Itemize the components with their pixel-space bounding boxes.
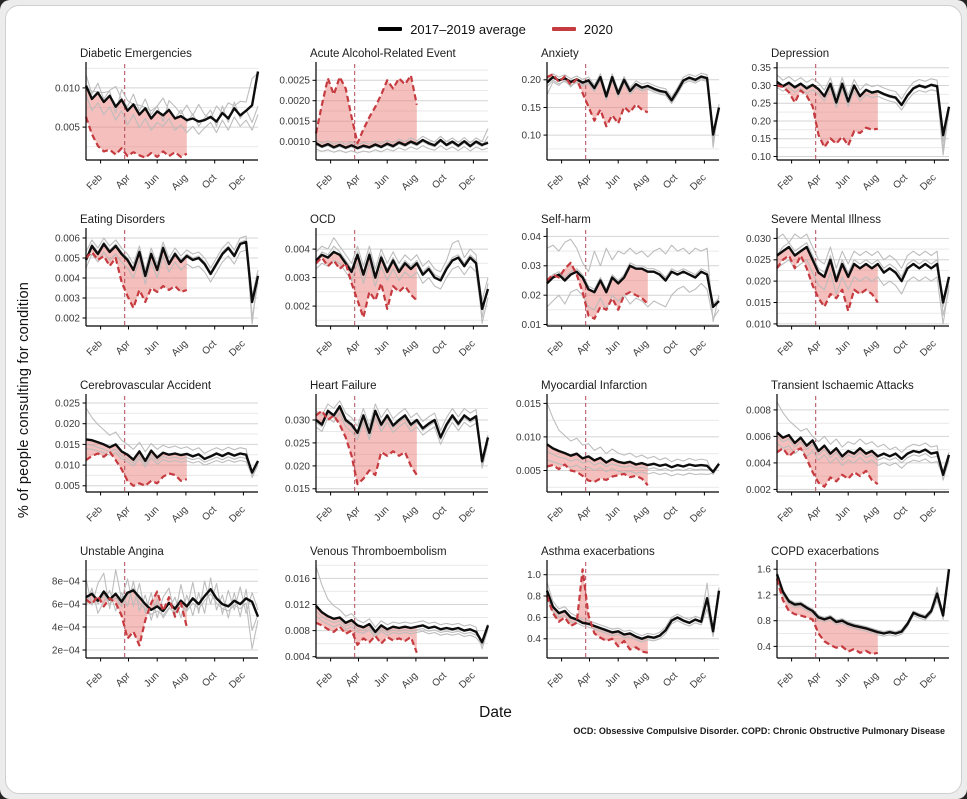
panel-title: Severe Mental Illness	[770, 214, 881, 226]
panel-title: Cerebrovascular Accident	[80, 380, 212, 392]
svg-text:0.15: 0.15	[521, 102, 541, 114]
svg-text:1.0: 1.0	[526, 570, 541, 582]
svg-text:Aug: Aug	[860, 504, 881, 525]
svg-text:Feb: Feb	[775, 670, 796, 691]
svg-text:Apr: Apr	[113, 172, 133, 192]
svg-text:Oct: Oct	[200, 670, 219, 690]
svg-text:0.03: 0.03	[521, 261, 541, 273]
svg-text:Oct: Oct	[890, 338, 910, 358]
svg-text:0.01: 0.01	[521, 319, 541, 331]
svg-text:Dec: Dec	[918, 338, 939, 359]
chart-panel-anxiety	[497, 46, 725, 204]
svg-text:Feb: Feb	[775, 172, 796, 193]
svg-text:Oct: Oct	[890, 670, 910, 690]
chart-svg	[497, 544, 725, 702]
chart-panel-cerebrovascular-accident	[36, 378, 264, 536]
svg-text:0.020: 0.020	[285, 461, 311, 473]
svg-text:0.025: 0.025	[54, 398, 80, 410]
svg-text:0.010: 0.010	[745, 319, 771, 331]
prior-year-line	[777, 572, 949, 631]
svg-text:Oct: Oct	[200, 172, 219, 192]
svg-text:Apr: Apr	[574, 504, 594, 524]
chart-svg	[36, 212, 264, 370]
svg-text:Apr: Apr	[574, 670, 594, 690]
svg-text:Jun: Jun	[833, 504, 853, 524]
svg-text:Feb: Feb	[545, 172, 566, 193]
svg-text:Jun: Jun	[142, 172, 162, 192]
svg-text:Apr: Apr	[344, 504, 363, 524]
chart-panel-myocardial-infarction	[497, 378, 725, 536]
legend	[36, 12, 955, 46]
svg-text:0.002: 0.002	[745, 484, 771, 496]
svg-text:Feb: Feb	[545, 670, 566, 691]
svg-text:Jun: Jun	[833, 338, 853, 358]
svg-text:Apr: Apr	[574, 338, 594, 358]
svg-text:0.35: 0.35	[751, 63, 771, 75]
panel-title: Anxiety	[540, 48, 579, 60]
panel-title: Eating Disorders	[80, 214, 166, 226]
svg-text:Aug: Aug	[630, 338, 651, 359]
svg-text:0.20: 0.20	[751, 116, 771, 128]
svg-text:Jun: Jun	[602, 670, 622, 690]
chart-panel-heart-failure	[266, 378, 494, 536]
svg-text:0.4: 0.4	[756, 641, 771, 653]
svg-text:Dec: Dec	[687, 670, 709, 691]
legend-item-average	[378, 22, 526, 37]
svg-text:0.005: 0.005	[54, 253, 80, 265]
chart-panel-copd-exacerbations	[727, 544, 955, 702]
svg-text:0.008: 0.008	[745, 405, 771, 417]
svg-text:Aug: Aug	[400, 338, 421, 359]
y-axis-label: % of people consulting for condition	[16, 282, 32, 519]
chart-svg	[727, 46, 955, 204]
legend-label-average: 2017–2019 average	[410, 21, 526, 37]
chart-panel-diabetic-emergencies	[36, 46, 264, 204]
svg-text:Feb: Feb	[775, 504, 796, 525]
prior-year-line	[777, 570, 949, 632]
svg-text:Feb: Feb	[84, 504, 105, 525]
y-axis-label-strip	[12, 12, 36, 789]
svg-text:8e−04: 8e−04	[51, 576, 80, 588]
svg-text:Aug: Aug	[630, 504, 651, 525]
svg-text:Dec: Dec	[687, 172, 709, 193]
svg-text:0.010: 0.010	[515, 432, 541, 444]
chart-panel-depression	[727, 46, 955, 204]
legend-label-2020: 2020	[583, 21, 613, 37]
svg-text:0.20: 0.20	[521, 75, 541, 87]
svg-text:0.030: 0.030	[745, 233, 771, 245]
chart-panel-self-harm	[497, 212, 725, 370]
svg-text:Aug: Aug	[860, 172, 881, 193]
svg-text:Oct: Oct	[200, 504, 219, 524]
svg-text:Jun: Jun	[372, 504, 392, 524]
svg-text:Oct: Oct	[430, 670, 450, 690]
panel-title: Self-harm	[540, 214, 591, 226]
panel-title: Venous Thromboembolism	[310, 546, 447, 558]
svg-text:Oct: Oct	[430, 504, 450, 524]
chart-panel-transient-ischaemic-attacks	[727, 378, 955, 536]
panel-title: Unstable Angina	[80, 546, 164, 558]
svg-text:Aug: Aug	[400, 172, 421, 193]
svg-text:0.010: 0.010	[54, 460, 80, 472]
svg-text:0.003: 0.003	[54, 293, 80, 305]
chart-svg	[727, 378, 955, 536]
svg-text:0.004: 0.004	[745, 458, 771, 470]
svg-text:0.8: 0.8	[526, 591, 541, 603]
svg-text:0.020: 0.020	[745, 276, 771, 288]
svg-text:0.002: 0.002	[54, 313, 80, 325]
svg-text:1.6: 1.6	[756, 564, 771, 576]
chart-svg	[266, 46, 494, 204]
svg-text:Apr: Apr	[344, 670, 363, 690]
svg-text:Jun: Jun	[142, 670, 162, 690]
chart-panel-ocd	[266, 212, 494, 370]
svg-text:Apr: Apr	[804, 670, 824, 690]
svg-text:4e−04: 4e−04	[51, 622, 80, 634]
figure-main	[12, 12, 955, 789]
svg-text:Jun: Jun	[602, 504, 622, 524]
svg-text:Apr: Apr	[804, 172, 824, 192]
svg-text:2e−04: 2e−04	[51, 645, 80, 657]
svg-text:Feb: Feb	[545, 338, 566, 359]
svg-text:0.0025: 0.0025	[279, 75, 311, 87]
svg-text:Jun: Jun	[142, 504, 162, 524]
svg-text:0.012: 0.012	[285, 599, 311, 611]
year2020-line-swatch-icon	[552, 27, 576, 31]
panel-title: Acute Alcohol-Related Event	[310, 48, 457, 60]
svg-text:0.015: 0.015	[515, 398, 541, 410]
svg-text:0.0015: 0.0015	[279, 116, 311, 128]
svg-text:0.006: 0.006	[745, 431, 771, 443]
svg-text:Oct: Oct	[200, 338, 219, 358]
svg-text:0.002: 0.002	[285, 301, 311, 313]
svg-text:Dec: Dec	[227, 338, 248, 359]
svg-text:0.6: 0.6	[526, 612, 541, 624]
svg-text:0.8: 0.8	[756, 616, 771, 628]
svg-text:Apr: Apr	[344, 338, 363, 358]
svg-text:Aug: Aug	[400, 504, 421, 525]
svg-text:Oct: Oct	[660, 504, 680, 524]
svg-text:0.006: 0.006	[54, 233, 80, 245]
svg-text:Dec: Dec	[457, 172, 478, 193]
chart-svg	[266, 378, 494, 536]
svg-text:0.004: 0.004	[285, 652, 311, 664]
prior-year-line	[547, 592, 719, 640]
svg-text:Dec: Dec	[918, 504, 939, 525]
svg-text:0.005: 0.005	[54, 481, 80, 493]
svg-text:Feb: Feb	[315, 504, 336, 525]
chart-svg	[36, 544, 264, 702]
reduction-ribbon	[316, 75, 417, 148]
svg-text:Jun: Jun	[142, 338, 162, 358]
svg-text:0.0020: 0.0020	[279, 96, 311, 108]
svg-text:0.4: 0.4	[526, 634, 541, 646]
svg-text:Apr: Apr	[804, 504, 824, 524]
svg-text:Feb: Feb	[545, 504, 566, 525]
panel-title: Transient Ischaemic Attacks	[770, 380, 914, 392]
svg-text:Oct: Oct	[660, 670, 680, 690]
svg-text:0.016: 0.016	[285, 573, 311, 585]
svg-text:0.025: 0.025	[745, 255, 771, 267]
svg-text:Dec: Dec	[457, 504, 478, 525]
chart-svg	[266, 212, 494, 370]
svg-text:Dec: Dec	[457, 338, 478, 359]
svg-text:Oct: Oct	[660, 172, 680, 192]
average-line	[777, 569, 949, 633]
svg-text:0.10: 0.10	[751, 151, 771, 163]
svg-text:0.15: 0.15	[751, 134, 771, 146]
svg-text:Dec: Dec	[918, 670, 939, 691]
svg-text:Jun: Jun	[602, 338, 622, 358]
svg-text:Oct: Oct	[660, 338, 680, 358]
svg-text:Feb: Feb	[315, 172, 336, 193]
svg-text:Jun: Jun	[833, 670, 853, 690]
svg-text:Apr: Apr	[344, 172, 363, 192]
chart-panel-venous-thromboembolism	[266, 544, 494, 702]
svg-text:Dec: Dec	[918, 172, 939, 193]
svg-text:0.005: 0.005	[54, 122, 80, 134]
charts-grid	[36, 46, 955, 702]
svg-text:Jun: Jun	[833, 172, 853, 192]
svg-text:0.030: 0.030	[285, 415, 311, 427]
prior-year-line	[547, 582, 719, 635]
panel-title: Diabetic Emergencies	[80, 48, 192, 60]
average-line-swatch-icon	[378, 27, 402, 31]
svg-text:0.004: 0.004	[285, 244, 311, 256]
chart-panel-severe-mental-illness	[727, 212, 955, 370]
svg-text:Apr: Apr	[804, 338, 824, 358]
svg-text:Dec: Dec	[227, 172, 248, 193]
svg-text:0.02: 0.02	[521, 290, 541, 302]
footnote: OCD: Obsessive Compulsive Disorder. COPD: Chronic Obstructive Pulmonary Disease	[573, 726, 945, 736]
svg-text:Aug: Aug	[169, 338, 191, 359]
svg-text:Dec: Dec	[227, 670, 248, 691]
chart-svg	[36, 378, 264, 536]
svg-text:Aug: Aug	[630, 670, 651, 691]
svg-text:1.2: 1.2	[756, 590, 771, 602]
chart-svg	[497, 46, 725, 204]
svg-text:Jun: Jun	[372, 670, 392, 690]
svg-text:Feb: Feb	[84, 338, 105, 359]
chart-panel-asthma-exacerbations	[497, 544, 725, 702]
svg-text:Dec: Dec	[227, 504, 248, 525]
chart-svg	[266, 544, 494, 702]
svg-text:0.010: 0.010	[54, 83, 80, 95]
svg-text:Feb: Feb	[84, 670, 105, 691]
svg-text:6e−04: 6e−04	[51, 599, 80, 611]
svg-text:0.04: 0.04	[521, 231, 541, 243]
svg-text:Aug: Aug	[169, 504, 191, 525]
panel-title: OCD	[310, 214, 336, 226]
svg-text:Jun: Jun	[372, 338, 392, 358]
svg-text:0.30: 0.30	[751, 80, 771, 92]
legend-item-2020	[552, 22, 613, 37]
svg-text:0.0010: 0.0010	[279, 137, 311, 148]
svg-text:Apr: Apr	[113, 338, 133, 358]
svg-text:0.25: 0.25	[751, 98, 771, 110]
panel-title: Myocardial Infarction	[540, 380, 647, 392]
svg-text:Jun: Jun	[372, 172, 392, 192]
svg-text:Oct: Oct	[430, 338, 450, 358]
chart-svg	[727, 212, 955, 370]
svg-text:Aug: Aug	[630, 172, 651, 193]
svg-text:Feb: Feb	[315, 670, 336, 691]
figure-content	[36, 12, 955, 789]
svg-text:Dec: Dec	[687, 504, 709, 525]
chart-svg	[36, 46, 264, 204]
chart-svg	[727, 544, 955, 702]
panel-title: Depression	[770, 48, 829, 60]
svg-text:Aug: Aug	[400, 670, 421, 691]
svg-text:Feb: Feb	[84, 172, 105, 193]
chart-panel-unstable-angina	[36, 544, 264, 702]
svg-text:Aug: Aug	[860, 670, 881, 691]
svg-text:0.004: 0.004	[54, 273, 80, 285]
svg-text:Aug: Aug	[169, 172, 191, 193]
panel-title: Heart Failure	[310, 380, 377, 392]
figure-card	[5, 5, 962, 794]
svg-text:Apr: Apr	[574, 172, 594, 192]
svg-text:0.020: 0.020	[54, 419, 80, 431]
svg-text:0.015: 0.015	[285, 484, 311, 496]
svg-text:Aug: Aug	[169, 670, 191, 691]
panel-title: COPD exacerbations	[770, 546, 879, 558]
svg-text:Apr: Apr	[113, 504, 133, 524]
svg-text:Jun: Jun	[602, 172, 622, 192]
svg-text:Feb: Feb	[775, 338, 796, 359]
svg-text:0.008: 0.008	[285, 626, 311, 637]
svg-text:Oct: Oct	[890, 172, 910, 192]
chart-panel-acute-alcohol-related-event	[266, 46, 494, 204]
svg-text:Aug: Aug	[860, 338, 881, 359]
svg-text:0.005: 0.005	[515, 465, 541, 477]
svg-text:0.10: 0.10	[521, 130, 541, 142]
svg-text:0.003: 0.003	[285, 273, 311, 284]
svg-text:0.015: 0.015	[54, 439, 80, 451]
svg-text:Dec: Dec	[457, 670, 478, 691]
panel-title: Asthma exacerbations	[540, 546, 655, 558]
svg-text:Oct: Oct	[890, 504, 910, 524]
svg-text:0.015: 0.015	[745, 297, 771, 309]
chart-panel-eating-disorders	[36, 212, 264, 370]
svg-text:0.025: 0.025	[285, 438, 311, 450]
svg-text:Feb: Feb	[315, 338, 336, 359]
svg-text:Apr: Apr	[113, 670, 133, 690]
chart-svg	[497, 378, 725, 536]
x-axis-label: Date	[479, 704, 512, 721]
svg-text:Dec: Dec	[687, 338, 709, 359]
chart-svg	[497, 212, 725, 370]
svg-text:Oct: Oct	[430, 172, 450, 192]
